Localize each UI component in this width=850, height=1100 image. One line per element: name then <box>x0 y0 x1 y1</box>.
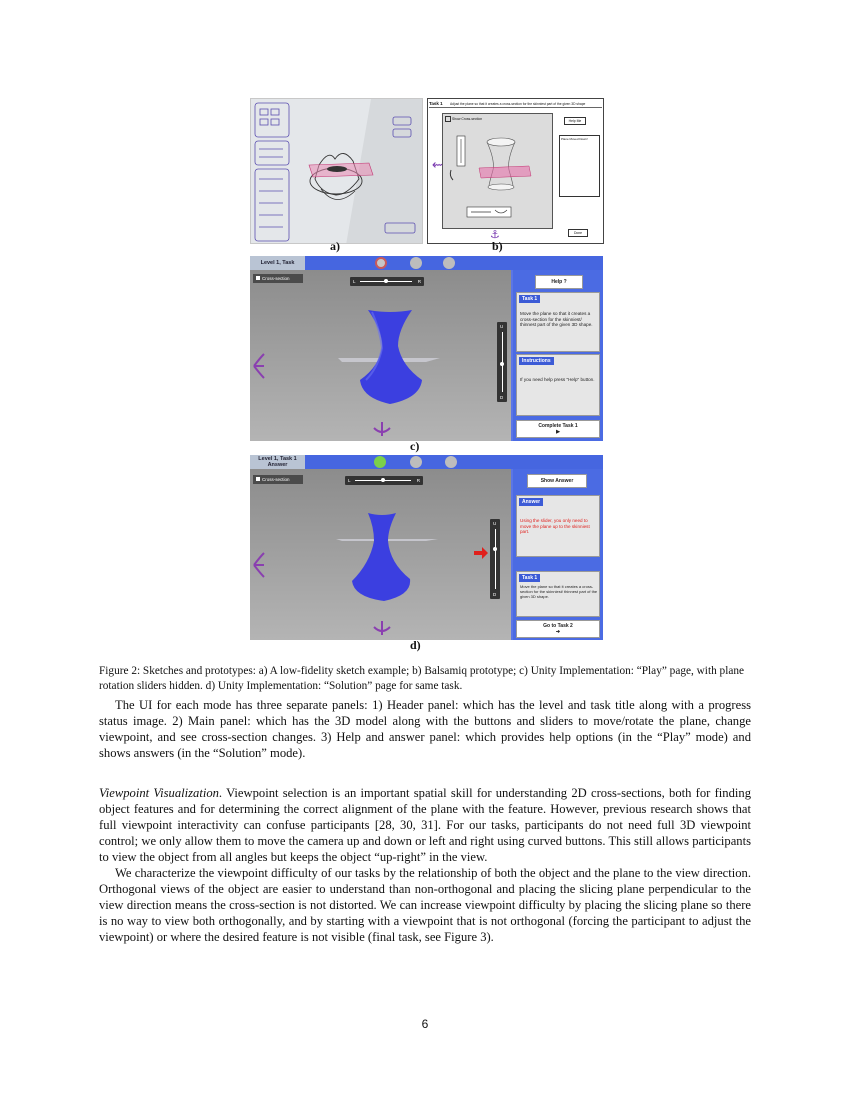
balsamiq-header <box>429 100 602 108</box>
d-task-card <box>516 571 600 617</box>
d-go-to-arrow-icon: ➔ <box>555 629 561 635</box>
d-slider-up-label: U <box>493 521 497 526</box>
c-slider-right-label: R <box>417 279 421 284</box>
c-progress-dot-current <box>375 257 387 269</box>
c-complete-arrow-icon: ▶ <box>556 429 560 435</box>
section-heading-viewpoint: Viewpoint Visualization <box>99 786 219 800</box>
d-red-arrow-icon <box>474 547 488 559</box>
paragraph-viewpoint-body: . Viewpoint selection is an important spatial skill for understanding 2D cross-sections, both for finding object features and for determining the correct alignment of the plane with the feature. However, previous research shows that full viewpoint interactivity can confuse participants [28, 30, 31]. For our tasks, participants do not need full 3D viewpoint control; we only allow them to move the camera up and down or left and right using curved buttons. This still allows participants to view the object from all angles but keeps the object “up-right” in the view. <box>99 786 751 864</box>
d-header-panel <box>250 455 603 469</box>
c-instructions-title: Instructions <box>519 357 554 365</box>
c-progress-dot <box>443 257 455 269</box>
c-slider-left-label: L <box>353 279 356 284</box>
balsamiq-notes-text: Plane Moved Down! <box>561 137 588 141</box>
balsamiq-help-button[interactable]: Help Me <box>564 117 586 125</box>
paragraph-ui-panels: The UI for each mode has three separate panels: 1) Header panel: which has the level and task title along with a progress status image. 2) Main panel: which has the 3D model along with the buttons and sliders to move/rotate the plane, change viewpoint, and see cross-section changes. 3) Help and answer panel: which provides help options (in the “Play” mode) and shows answers (in the “Solution” mode). <box>99 698 751 760</box>
d-progress-dot <box>410 456 422 468</box>
panel-d-label: d) <box>410 638 421 652</box>
balsamiq-main-view <box>442 113 553 229</box>
c-cross-section-label: Cross-section <box>262 276 290 281</box>
balsamiq-done-button[interactable]: Done <box>568 229 588 237</box>
d-answer-panel <box>513 469 603 640</box>
d-progress-dot-complete <box>374 456 386 468</box>
d-vase-model <box>250 469 511 640</box>
c-main-panel <box>250 270 511 441</box>
c-slider-down-label: D <box>500 395 504 400</box>
c-header-panel <box>250 256 603 270</box>
d-task-text: Move the plane so that it creates a cross-section for the skinniest/ thinnest part of the given 3D shape. <box>520 584 598 599</box>
d-answer-title: Answer <box>519 498 543 506</box>
c-task-title: Task 1 <box>519 295 540 303</box>
sketch-illustration <box>251 99 423 244</box>
c-instructions-card <box>516 354 600 416</box>
figure-panel-d-unity-solution <box>250 455 603 640</box>
balsamiq-notes-box <box>559 135 600 197</box>
d-go-to-task-button[interactable] <box>516 620 600 638</box>
c-vase-model <box>250 270 511 441</box>
c-help-button[interactable]: Help ? <box>535 275 583 289</box>
balsamiq-rotate-left-icon[interactable]: ⇜ <box>432 157 443 172</box>
figure-panel-a-sketch <box>250 98 423 244</box>
balsamiq-task-text: Adjust the plane so that it creates a cross-section for the skinniest part of the given 3D shape <box>449 102 586 106</box>
d-slider-down-label: D <box>493 592 497 597</box>
page-number: 6 <box>421 1017 429 1031</box>
balsamiq-shape-drawing <box>443 114 554 230</box>
d-slider-left-label: L <box>348 478 351 483</box>
c-header-title: Level 1, Task <box>250 256 305 270</box>
c-complete-task-label: Complete Task 1 <box>538 423 578 429</box>
d-answer-text: Using the slider, you only need to move the plane up to the skinniest part. <box>520 518 590 535</box>
d-task-title: Task 1 <box>519 574 540 582</box>
d-header-title <box>250 455 305 469</box>
d-go-to-task-label: Go to Task 2 <box>543 623 573 629</box>
d-slider-right-label: R <box>416 478 420 483</box>
d-cross-section-label: Cross-section <box>262 477 290 482</box>
d-main-panel <box>250 469 511 640</box>
c-task-card <box>516 292 600 352</box>
figure-panel-b-balsamiq <box>427 98 604 244</box>
figure-panel-c-unity-play <box>250 256 603 441</box>
c-complete-task-button[interactable] <box>516 420 600 438</box>
panel-a-label: a) <box>330 239 340 253</box>
d-header-line1: Level 1, Task 1 <box>258 456 297 462</box>
balsamiq-rotate-down-icon[interactable]: ⚓ <box>490 229 500 241</box>
paragraph-viewpoint-visualization <box>99 785 751 865</box>
c-progress-dot <box>410 257 422 269</box>
c-instructions-text: If you need help press "Help" button. <box>520 377 595 382</box>
balsamiq-checkbox-label: Show Cross-section <box>451 116 483 121</box>
d-header-line2: Answer <box>267 462 288 468</box>
c-slider-up-label: U <box>500 324 504 329</box>
balsamiq-task-label: Task 1 <box>429 101 443 106</box>
d-progress-dot <box>445 456 457 468</box>
c-task-text: Move the plane so that it creates a cross-section for the skinniest/ thinnest part of the given 3D shape. <box>520 311 593 328</box>
d-show-answer-button[interactable]: Show Answer <box>527 474 587 488</box>
d-answer-card <box>516 495 600 557</box>
figure-caption: Figure 2: Sketches and prototypes: a) A low-fidelity sketch example; b) Balsamiq prototype; c) Unity Implementation: “Play” page, with plane rotation sliders hidden. d) Unity Implementation: “Solution” page for same task. <box>99 665 745 692</box>
paragraph-viewpoint-difficulty: We characterize the viewpoint difficulty of our tasks by the relationship of both the object and the plane to the view direction. Orthogonal views of the object are easier to understand than non-orthogonal and placing the slicing plane perpendicular to the view direction means the cross-section is not distorted. We can increase viewpoint difficulty by placing the slicing plane so there is no way to view both orthogonally, and by starting with a viewpoint that is not orthogonal (forcing the participant to adjust the viewpoint) or where the desired feature is not visible (final task, see Figure 3). <box>99 866 751 944</box>
panel-c-label: c) <box>410 439 420 453</box>
c-help-panel <box>513 270 603 441</box>
panel-b-label: b) <box>492 239 503 253</box>
